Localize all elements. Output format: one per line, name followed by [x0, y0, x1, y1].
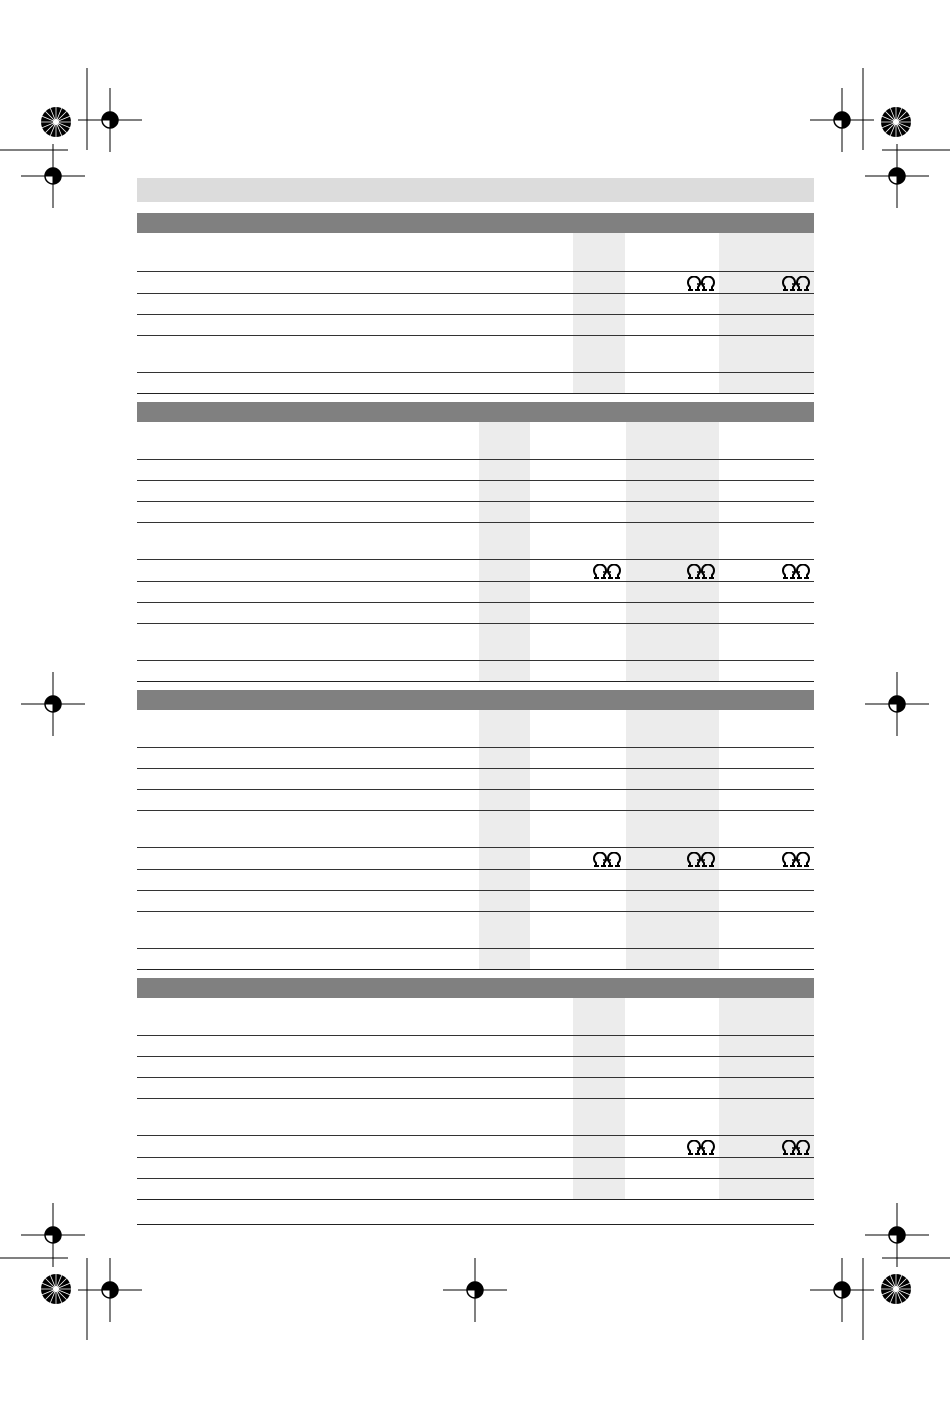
section-bottom-line	[137, 681, 814, 682]
row-divider	[137, 1178, 814, 1179]
row-divider	[137, 1098, 814, 1099]
column-shade	[626, 422, 719, 681]
spec-table-3	[137, 690, 814, 971]
wrench-rotation-icon	[687, 1140, 717, 1156]
row-divider	[137, 847, 814, 848]
wrench-rotation-icon	[593, 564, 623, 580]
row-divider	[137, 1077, 814, 1078]
row-divider	[137, 768, 814, 769]
row-divider	[137, 623, 814, 624]
section-bottom-line	[137, 969, 814, 970]
spec-table-4	[137, 978, 814, 1200]
column-shade	[479, 422, 530, 681]
row-divider	[137, 314, 814, 315]
row-divider	[137, 789, 814, 790]
section-bottom-line	[137, 1199, 814, 1200]
row-divider	[137, 501, 814, 502]
section-header	[137, 213, 814, 233]
wrench-rotation-icon	[782, 276, 812, 292]
wrench-rotation-icon	[782, 852, 812, 868]
section-header	[137, 402, 814, 422]
footer-rule	[137, 1224, 814, 1225]
row-divider	[137, 810, 814, 811]
section-header	[137, 690, 814, 710]
spec-table-1	[137, 213, 814, 395]
row-divider	[137, 1035, 814, 1036]
column-shade	[479, 710, 530, 969]
row-divider	[137, 747, 814, 748]
spec-table-2	[137, 402, 814, 682]
wrench-rotation-icon	[782, 1140, 812, 1156]
row-divider	[137, 522, 814, 523]
row-divider	[137, 372, 814, 373]
row-divider	[137, 948, 814, 949]
row-divider	[137, 1157, 814, 1158]
row-divider	[137, 335, 814, 336]
row-divider	[137, 1056, 814, 1057]
header-band	[137, 178, 814, 202]
row-divider	[137, 602, 814, 603]
row-divider	[137, 459, 814, 460]
section-header	[137, 978, 814, 998]
row-divider	[137, 559, 814, 560]
row-divider	[137, 581, 814, 582]
column-shade	[626, 710, 719, 969]
wrench-rotation-icon	[687, 276, 717, 292]
row-divider	[137, 480, 814, 481]
row-divider	[137, 869, 814, 870]
wrench-rotation-icon	[687, 852, 717, 868]
row-divider	[137, 1135, 814, 1136]
wrench-rotation-icon	[687, 564, 717, 580]
row-divider	[137, 293, 814, 294]
row-divider	[137, 890, 814, 891]
row-divider	[137, 911, 814, 912]
section-bottom-line	[137, 393, 814, 394]
wrench-rotation-icon	[782, 564, 812, 580]
row-divider	[137, 271, 814, 272]
row-divider	[137, 660, 814, 661]
wrench-rotation-icon	[593, 852, 623, 868]
